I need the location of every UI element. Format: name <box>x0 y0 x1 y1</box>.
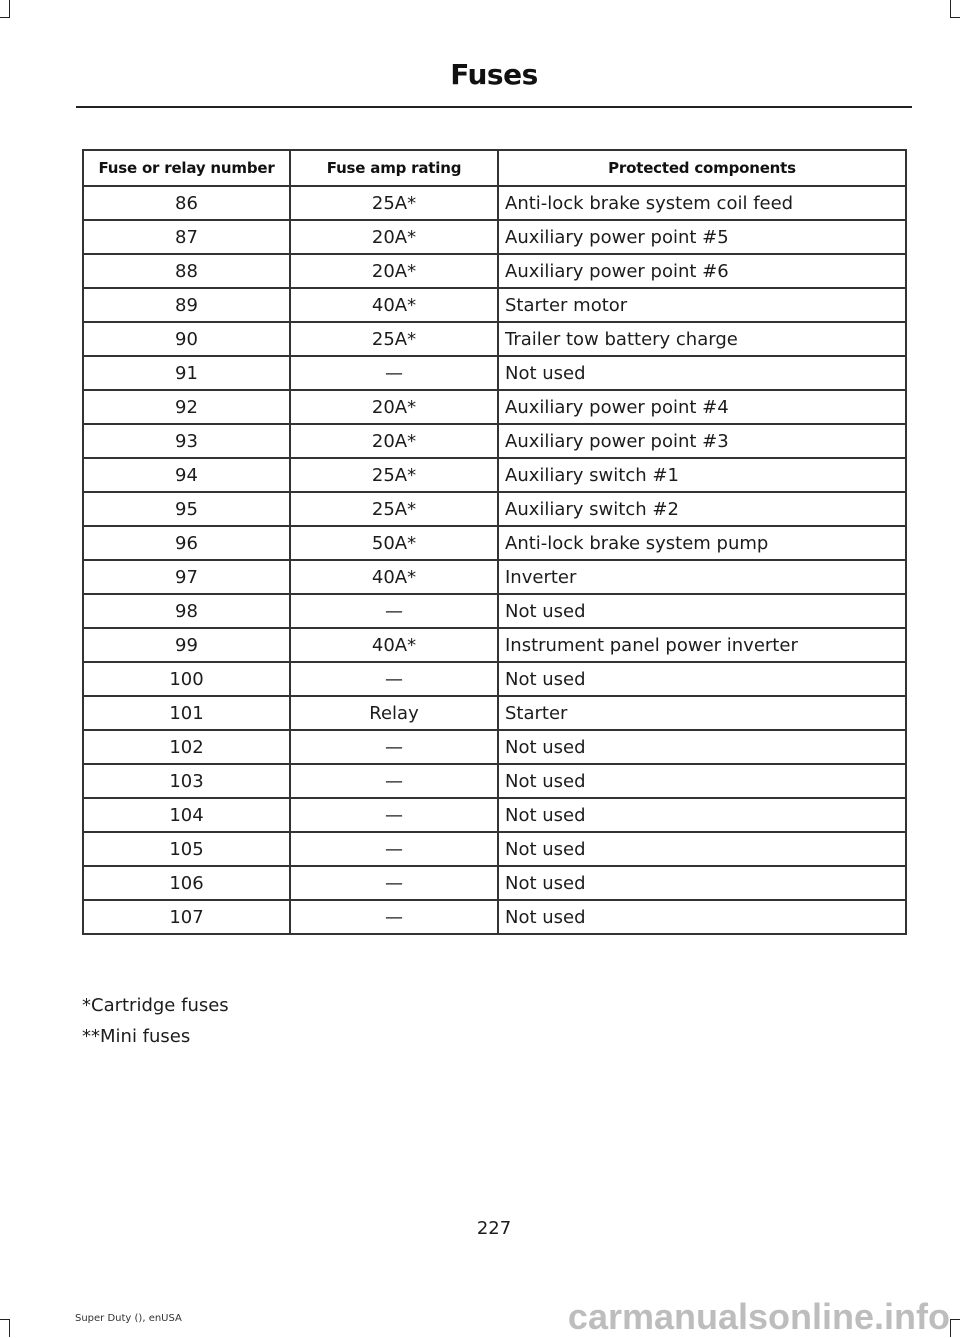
amp-rating-cell: 20A* <box>290 254 498 288</box>
protected-component-cell: Starter motor <box>498 288 906 322</box>
protected-component-cell: Not used <box>498 900 906 934</box>
protected-component-cell: Auxiliary power point #4 <box>498 390 906 424</box>
amp-rating-cell: — <box>290 900 498 934</box>
protected-component-cell: Starter <box>498 696 906 730</box>
page-number: 227 <box>476 1218 512 1239</box>
table-header-row <box>83 150 906 186</box>
fuse-number-cell: 94 <box>83 458 290 492</box>
table-row <box>83 288 906 322</box>
protected-component-cell: Not used <box>498 662 906 696</box>
amp-rating-cell: 20A* <box>290 424 498 458</box>
protected-component-cell: Not used <box>498 832 906 866</box>
crop-mark <box>950 0 951 18</box>
fuse-number-cell: 89 <box>83 288 290 322</box>
amp-rating-cell: 25A* <box>290 186 498 220</box>
table-row <box>83 730 906 764</box>
amp-rating-cell: 50A* <box>290 526 498 560</box>
column-header-components: Protected components <box>498 150 906 186</box>
protected-component-cell: Not used <box>498 594 906 628</box>
protected-component-cell: Not used <box>498 356 906 390</box>
table-body <box>83 186 906 934</box>
fuse-number-cell: 91 <box>83 356 290 390</box>
protected-component-cell: Trailer tow battery charge <box>498 322 906 356</box>
fuse-number-cell: 86 <box>83 186 290 220</box>
fuse-number-cell: 103 <box>83 764 290 798</box>
fuse-number-cell: 107 <box>83 900 290 934</box>
title-divider <box>76 106 912 108</box>
protected-component-cell: Auxiliary power point #5 <box>498 220 906 254</box>
crop-mark <box>950 1319 951 1337</box>
crop-mark <box>0 1319 10 1320</box>
amp-rating-cell: 25A* <box>290 492 498 526</box>
fuse-number-cell: 98 <box>83 594 290 628</box>
protected-component-cell: Not used <box>498 730 906 764</box>
amp-rating-cell: — <box>290 730 498 764</box>
table-row <box>83 254 906 288</box>
table-row <box>83 696 906 730</box>
fuse-number-cell: 100 <box>83 662 290 696</box>
fuse-table <box>82 149 907 935</box>
document-footer: Super Duty (), enUSA <box>75 1313 182 1324</box>
amp-rating-cell: — <box>290 832 498 866</box>
table-row <box>83 900 906 934</box>
table-row <box>83 560 906 594</box>
amp-rating-cell: 20A* <box>290 220 498 254</box>
fuse-number-cell: 92 <box>83 390 290 424</box>
amp-rating-cell: 40A* <box>290 628 498 662</box>
amp-rating-cell: Relay <box>290 696 498 730</box>
fuse-number-cell: 90 <box>83 322 290 356</box>
protected-component-cell: Not used <box>498 764 906 798</box>
crop-mark <box>9 1319 10 1337</box>
fuse-number-cell: 105 <box>83 832 290 866</box>
fuse-number-cell: 93 <box>83 424 290 458</box>
amp-rating-cell: — <box>290 662 498 696</box>
amp-rating-cell: 20A* <box>290 390 498 424</box>
table-row <box>83 458 906 492</box>
amp-rating-cell: — <box>290 866 498 900</box>
fuse-number-cell: 99 <box>83 628 290 662</box>
page-title: Fuses <box>450 58 538 91</box>
amp-rating-cell: — <box>290 798 498 832</box>
fuse-number-cell: 87 <box>83 220 290 254</box>
amp-rating-cell: — <box>290 764 498 798</box>
column-header-number: Fuse or relay number <box>83 150 290 186</box>
table-row <box>83 322 906 356</box>
crop-mark <box>950 1319 960 1320</box>
table-row <box>83 390 906 424</box>
fuse-number-cell: 88 <box>83 254 290 288</box>
protected-component-cell: Anti-lock brake system pump <box>498 526 906 560</box>
table-row <box>83 186 906 220</box>
footnote-mini: **Mini fuses <box>82 1026 191 1047</box>
watermark-logo: carmanualsonline.info <box>567 1296 950 1337</box>
amp-rating-cell: 40A* <box>290 560 498 594</box>
fuse-number-cell: 96 <box>83 526 290 560</box>
protected-component-cell: Not used <box>498 866 906 900</box>
crop-mark <box>0 17 10 18</box>
table-row <box>83 866 906 900</box>
table-row <box>83 764 906 798</box>
protected-component-cell: Auxiliary switch #2 <box>498 492 906 526</box>
fuse-number-cell: 95 <box>83 492 290 526</box>
amp-rating-cell: 25A* <box>290 322 498 356</box>
protected-component-cell: Not used <box>498 798 906 832</box>
protected-component-cell: Anti-lock brake system coil feed <box>498 186 906 220</box>
table-row <box>83 424 906 458</box>
table-row <box>83 220 906 254</box>
protected-component-cell: Auxiliary power point #6 <box>498 254 906 288</box>
footnote-cartridge: *Cartridge fuses <box>82 995 229 1016</box>
table-row <box>83 832 906 866</box>
fuse-number-cell: 106 <box>83 866 290 900</box>
protected-component-cell: Instrument panel power inverter <box>498 628 906 662</box>
amp-rating-cell: 25A* <box>290 458 498 492</box>
table-row <box>83 798 906 832</box>
table-row <box>83 628 906 662</box>
fuse-number-cell: 104 <box>83 798 290 832</box>
amp-rating-cell: — <box>290 594 498 628</box>
crop-mark <box>9 0 10 18</box>
amp-rating-cell: — <box>290 356 498 390</box>
fuse-number-cell: 101 <box>83 696 290 730</box>
crop-mark <box>950 17 960 18</box>
protected-component-cell: Inverter <box>498 560 906 594</box>
table-row <box>83 662 906 696</box>
table-row <box>83 594 906 628</box>
fuse-number-cell: 97 <box>83 560 290 594</box>
table-row <box>83 492 906 526</box>
amp-rating-cell: 40A* <box>290 288 498 322</box>
protected-component-cell: Auxiliary switch #1 <box>498 458 906 492</box>
table-row <box>83 526 906 560</box>
protected-component-cell: Auxiliary power point #3 <box>498 424 906 458</box>
fuse-number-cell: 102 <box>83 730 290 764</box>
column-header-rating: Fuse amp rating <box>290 150 498 186</box>
table-row <box>83 356 906 390</box>
